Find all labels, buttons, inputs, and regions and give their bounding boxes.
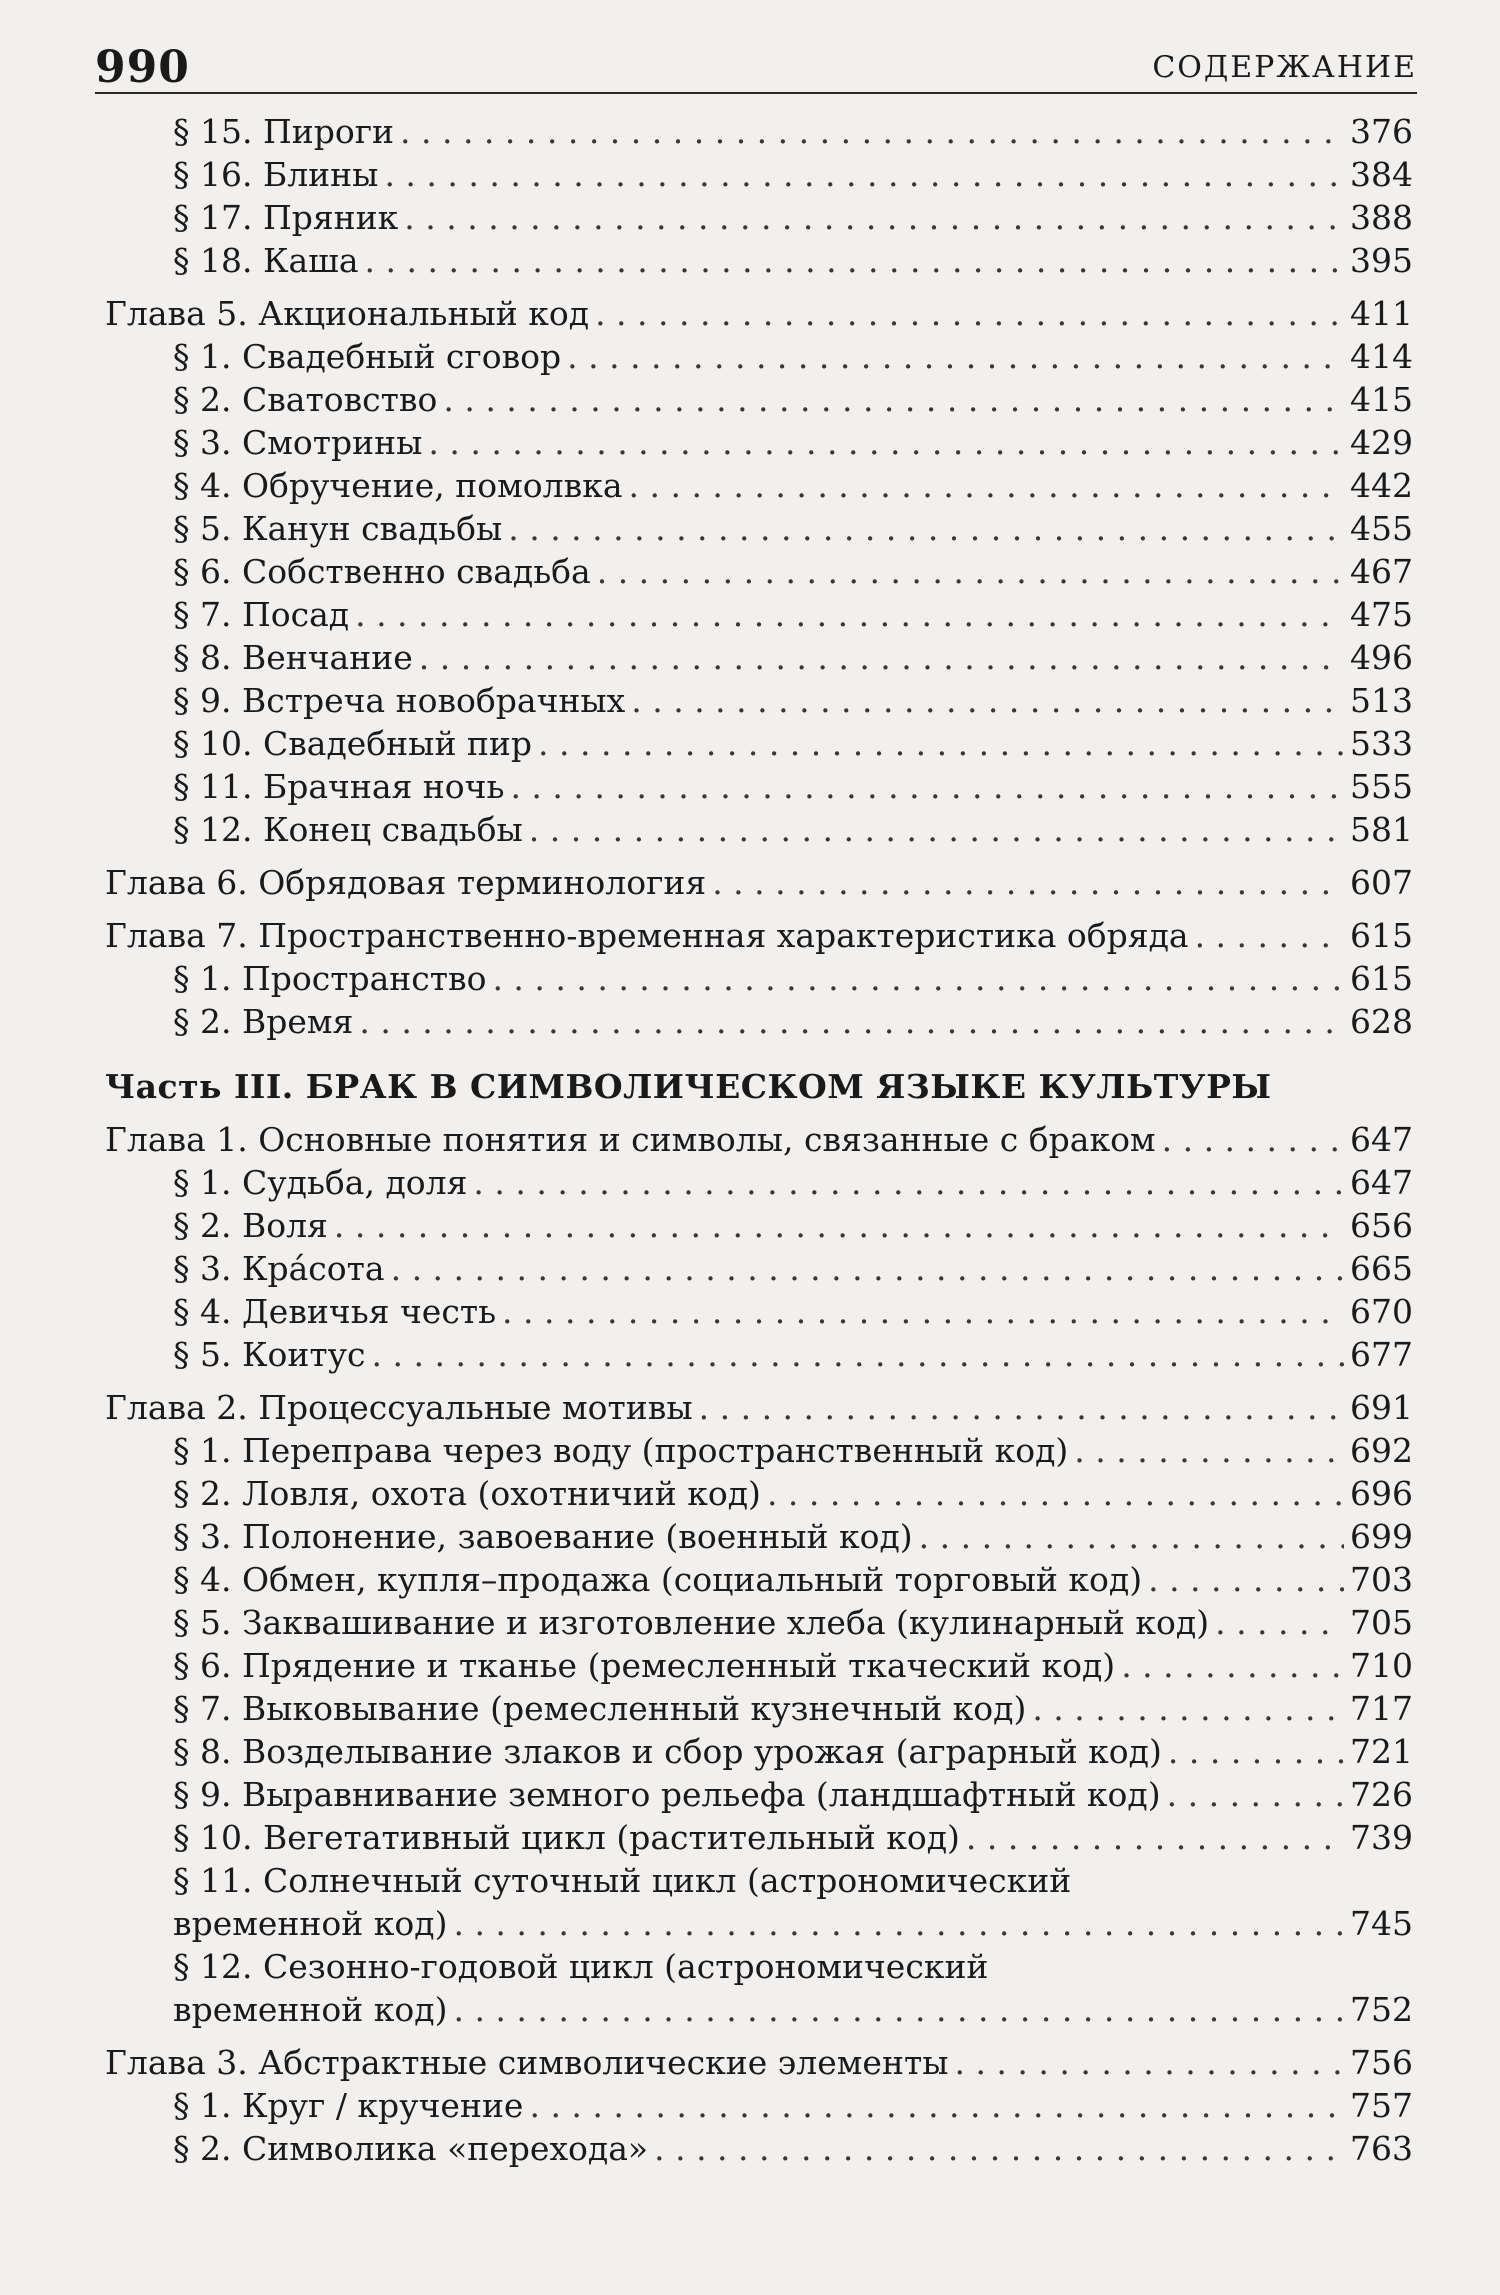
- toc-entry[interactable]: [105, 1558, 1413, 1601]
- page-ref: 581: [1350, 810, 1413, 849]
- dot-leader: [508, 507, 1344, 550]
- entry-title: § 2. Время: [173, 1002, 354, 1041]
- entry-title: § 4. Девичья честь: [173, 1292, 497, 1331]
- dot-leader: [538, 722, 1344, 765]
- toc-entry[interactable]: [105, 1601, 1413, 1644]
- entry-title: § 6. Собственно свадьба: [173, 552, 591, 591]
- page-ref: 533: [1350, 724, 1413, 763]
- toc-entry[interactable]: [105, 1773, 1413, 1816]
- entry-title: § 15. Пироги: [173, 112, 395, 151]
- entry-title: § 7. Посад: [173, 595, 350, 634]
- entry-title: § 12. Конец свадьбы: [173, 810, 523, 849]
- entry-title: § 8. Венчание: [173, 638, 413, 677]
- toc-entry[interactable]: [105, 464, 1413, 507]
- page-ref: 677: [1350, 1335, 1413, 1374]
- page-ref: 455: [1350, 509, 1413, 548]
- toc-group-p3ch1: [105, 1161, 1413, 1376]
- page-ref: 496: [1350, 638, 1413, 677]
- dot-leader: [453, 1988, 1344, 2031]
- dot-leader: [1167, 1773, 1344, 1816]
- entry-title-line2: временной код): [173, 1990, 448, 2029]
- page-ref: 388: [1350, 198, 1413, 237]
- entry-title: § 10. Вегетативный цикл (растительный код): [173, 1818, 960, 1857]
- toc-entry-continuation: [105, 1902, 1413, 1945]
- toc-entry[interactable]: [105, 153, 1413, 196]
- toc-entry-multiline[interactable]: [105, 1945, 1413, 2031]
- page-header: [95, 42, 1417, 94]
- page-ref: 665: [1350, 1249, 1413, 1288]
- toc-entry[interactable]: [105, 421, 1413, 464]
- entry-title: § 2. Символика «перехода»: [173, 2129, 649, 2168]
- toc-entry-multiline[interactable]: [105, 1859, 1413, 1945]
- entry-title: § 10. Свадебный пир: [173, 724, 533, 763]
- toc-entry[interactable]: [105, 335, 1413, 378]
- dot-leader: [473, 1161, 1344, 1204]
- toc-chapter-entry[interactable]: [105, 1118, 1413, 1161]
- page-ref: 615: [1350, 916, 1413, 955]
- entry-title-line1: § 11. Солнечный суточный цикл (астрономический: [173, 1861, 1072, 1900]
- toc-entry[interactable]: [105, 196, 1413, 239]
- page-ref: 717: [1350, 1689, 1413, 1728]
- entry-title: Глава 6. Обрядовая терминология: [105, 863, 707, 902]
- toc-entry[interactable]: [105, 2127, 1413, 2170]
- toc-entry[interactable]: [105, 1333, 1413, 1376]
- entry-title: § 2. Ловля, охота (охотничий код): [173, 1474, 761, 1513]
- dot-leader: [453, 1902, 1344, 1945]
- page-ref: 705: [1350, 1603, 1413, 1642]
- toc-entry[interactable]: [105, 239, 1413, 282]
- dot-leader: [510, 765, 1344, 808]
- page-ref: 699: [1350, 1517, 1413, 1556]
- entry-title: § 3. Смотрины: [173, 423, 423, 462]
- running-title: СОДЕРЖАНИЕ: [1152, 50, 1417, 85]
- toc-entry-continuation: [105, 1988, 1413, 2031]
- toc-entry[interactable]: [105, 1687, 1413, 1730]
- entry-title: § 2. Сватовство: [173, 380, 438, 419]
- dot-leader: [419, 636, 1344, 679]
- page-ref: 703: [1350, 1560, 1413, 1599]
- toc-entry[interactable]: [105, 593, 1413, 636]
- dot-leader: [1121, 1644, 1344, 1687]
- dot-leader: [492, 957, 1344, 1000]
- entry-title: § 1. Переправа через воду (пространственный код): [173, 1431, 1069, 1470]
- toc-entry[interactable]: [105, 636, 1413, 679]
- toc-entry[interactable]: [105, 378, 1413, 421]
- toc-entry[interactable]: [105, 808, 1413, 851]
- toc-entry[interactable]: [105, 1247, 1413, 1290]
- page-ref: 752: [1350, 1990, 1413, 2029]
- page-ref: 656: [1350, 1206, 1413, 1245]
- page-ref: 647: [1350, 1163, 1413, 1202]
- toc-chapter-entry[interactable]: [105, 2041, 1413, 2084]
- part-heading[interactable]: Часть III. БРАК В СИМВОЛИЧЕСКОМ ЯЗЫКЕ КУЛЬТУРЫ: [105, 1067, 1272, 1106]
- page-ref: 414: [1350, 337, 1413, 376]
- entry-title: § 1. Пространство: [173, 959, 487, 998]
- page-ref: 647: [1350, 1120, 1413, 1159]
- dot-leader: [372, 1333, 1344, 1376]
- page-ref: 411: [1350, 294, 1413, 333]
- toc-group-p3ch3: [105, 2084, 1413, 2170]
- entry-title: § 9. Выравнивание земного рельефа (ландшафтный код): [173, 1775, 1161, 1814]
- toc-entry[interactable]: [105, 550, 1413, 593]
- table-of-contents: [105, 110, 1413, 2170]
- page-ref: 442: [1350, 466, 1413, 505]
- dot-leader: [502, 1290, 1344, 1333]
- toc-entry[interactable]: [105, 1644, 1413, 1687]
- dot-leader: [966, 1816, 1344, 1859]
- page-ref: 415: [1350, 380, 1413, 419]
- page-ref: 763: [1350, 2129, 1413, 2168]
- toc-chapter-entry[interactable]: [105, 861, 1413, 904]
- entry-title-line1: § 12. Сезонно-годовой цикл (астрономический: [173, 1947, 989, 1986]
- toc-entry[interactable]: [105, 957, 1413, 1000]
- dot-leader: [631, 679, 1344, 722]
- page-ref: 555: [1350, 767, 1413, 806]
- dot-leader: [529, 2084, 1344, 2127]
- toc-entry[interactable]: [105, 507, 1413, 550]
- page-ref: 395: [1350, 241, 1413, 280]
- toc-entry[interactable]: [105, 2084, 1413, 2127]
- entry-title: § 5. Заквашивание и изготовление хлеба (кулинарный код): [173, 1603, 1210, 1642]
- page-ref: 628: [1350, 1002, 1413, 1041]
- dot-leader: [1215, 1601, 1344, 1644]
- dot-leader: [1148, 1558, 1344, 1601]
- toc-entry[interactable]: [105, 1204, 1413, 1247]
- page-ref: 429: [1350, 423, 1413, 462]
- toc-chapter-entry[interactable]: [105, 292, 1413, 335]
- page-ref: 513: [1350, 681, 1413, 720]
- entry-title: § 4. Обручение, помолвка: [173, 466, 623, 505]
- dot-leader: [365, 239, 1344, 282]
- entry-title: § 2. Воля: [173, 1206, 328, 1245]
- entry-title: Глава 1. Основные понятия и символы, связанные с браком: [105, 1120, 1156, 1159]
- toc-entry[interactable]: [105, 1000, 1413, 1043]
- dot-leader: [529, 808, 1344, 851]
- page-ref: 710: [1350, 1646, 1413, 1685]
- page-ref: 467: [1350, 552, 1413, 591]
- toc-entry[interactable]: [105, 679, 1413, 722]
- toc-entry[interactable]: [105, 1730, 1413, 1773]
- entry-title-line2: временной код): [173, 1904, 448, 1943]
- dot-leader: [400, 110, 1344, 153]
- entry-title: Глава 7. Пространственно-временная характеристика обряда: [105, 916, 1189, 955]
- dot-leader: [1195, 914, 1344, 957]
- entry-title: § 1. Круг / кручение: [173, 2086, 524, 2125]
- page-ref: 757: [1350, 2086, 1413, 2125]
- dot-leader: [1162, 1118, 1344, 1161]
- toc-entry[interactable]: [105, 110, 1413, 153]
- toc-chapter-entry[interactable]: [105, 914, 1413, 957]
- toc-group-ch4-tail: [105, 110, 1413, 282]
- entry-title: § 18. Каша: [173, 241, 359, 280]
- dot-leader: [404, 196, 1344, 239]
- page-ref: 376: [1350, 112, 1413, 151]
- entry-title: § 8. Возделывание злаков и сбор урожая (аграрный код): [173, 1732, 1162, 1771]
- dot-leader: [567, 335, 1344, 378]
- dot-leader: [1032, 1687, 1344, 1730]
- toc-entry[interactable]: [105, 1816, 1413, 1859]
- dot-leader: [359, 1000, 1344, 1043]
- toc-entry[interactable]: [105, 1161, 1413, 1204]
- toc-entry[interactable]: [105, 722, 1413, 765]
- entry-title: § 9. Встреча новобрачных: [173, 681, 626, 720]
- page-ref: 756: [1350, 2043, 1413, 2082]
- toc-entry[interactable]: [105, 765, 1413, 808]
- dot-leader: [355, 593, 1344, 636]
- toc-entry[interactable]: [105, 1290, 1413, 1333]
- dot-leader: [712, 861, 1344, 904]
- dot-leader: [1168, 1730, 1344, 1773]
- toc-group-p3ch2: [105, 1429, 1413, 2031]
- entry-title: § 4. Обмен, купля–продажа (социальный торговый код): [173, 1560, 1143, 1599]
- dot-leader: [384, 153, 1344, 196]
- toc-group-ch5: [105, 335, 1413, 851]
- page-ref: 696: [1350, 1474, 1413, 1513]
- entry-title: Глава 3. Абстрактные символические элементы: [105, 2043, 949, 2082]
- page-ref: 691: [1350, 1388, 1413, 1427]
- entry-title: § 3. Крáсота: [173, 1249, 385, 1288]
- toc-entry[interactable]: [105, 1429, 1413, 1472]
- dot-leader: [597, 550, 1344, 593]
- dot-leader: [629, 464, 1344, 507]
- page-ref: 745: [1350, 1904, 1413, 1943]
- page-ref: 384: [1350, 155, 1413, 194]
- dot-leader: [767, 1472, 1344, 1515]
- toc-entry[interactable]: [105, 1515, 1413, 1558]
- dot-leader: [919, 1515, 1344, 1558]
- page-ref: 739: [1350, 1818, 1413, 1857]
- dot-leader: [595, 292, 1344, 335]
- entry-title: § 5. Коитус: [173, 1335, 366, 1374]
- dot-leader: [699, 1386, 1344, 1429]
- dot-leader: [654, 2127, 1344, 2170]
- entry-title: Глава 2. Процессуальные мотивы: [105, 1388, 693, 1427]
- entry-title: § 11. Брачная ночь: [173, 767, 505, 806]
- entry-title: § 1. Свадебный сговор: [173, 337, 562, 376]
- entry-title: § 17. Пряник: [173, 198, 399, 237]
- dot-leader: [1074, 1429, 1344, 1472]
- entry-title: § 6. Прядение и тканье (ремесленный ткаческий код): [173, 1646, 1116, 1685]
- dot-leader: [428, 421, 1344, 464]
- dot-leader: [954, 2041, 1344, 2084]
- entry-title: § 7. Выковывание (ремесленный кузнечный код): [173, 1689, 1027, 1728]
- page-ref: 615: [1350, 959, 1413, 998]
- entry-title: § 1. Судьба, доля: [173, 1163, 468, 1202]
- dot-leader: [334, 1204, 1344, 1247]
- entry-title: § 5. Канун свадьбы: [173, 509, 503, 548]
- page-ref: 670: [1350, 1292, 1413, 1331]
- entry-title: Глава 5. Акциональный код: [105, 294, 590, 333]
- dot-leader: [443, 378, 1344, 421]
- toc-chapter-entry[interactable]: [105, 1386, 1413, 1429]
- toc-group-ch7: [105, 957, 1413, 1043]
- page-ref: 692: [1350, 1431, 1413, 1470]
- dot-leader: [391, 1247, 1344, 1290]
- entry-title: § 16. Блины: [173, 155, 379, 194]
- toc-entry[interactable]: [105, 1472, 1413, 1515]
- page-ref: 721: [1350, 1732, 1413, 1771]
- page-ref: 726: [1350, 1775, 1413, 1814]
- entry-title: § 3. Полонение, завоевание (военный код): [173, 1517, 913, 1556]
- page-number: 990: [95, 42, 190, 93]
- page-ref: 607: [1350, 863, 1413, 902]
- page-ref: 475: [1350, 595, 1413, 634]
